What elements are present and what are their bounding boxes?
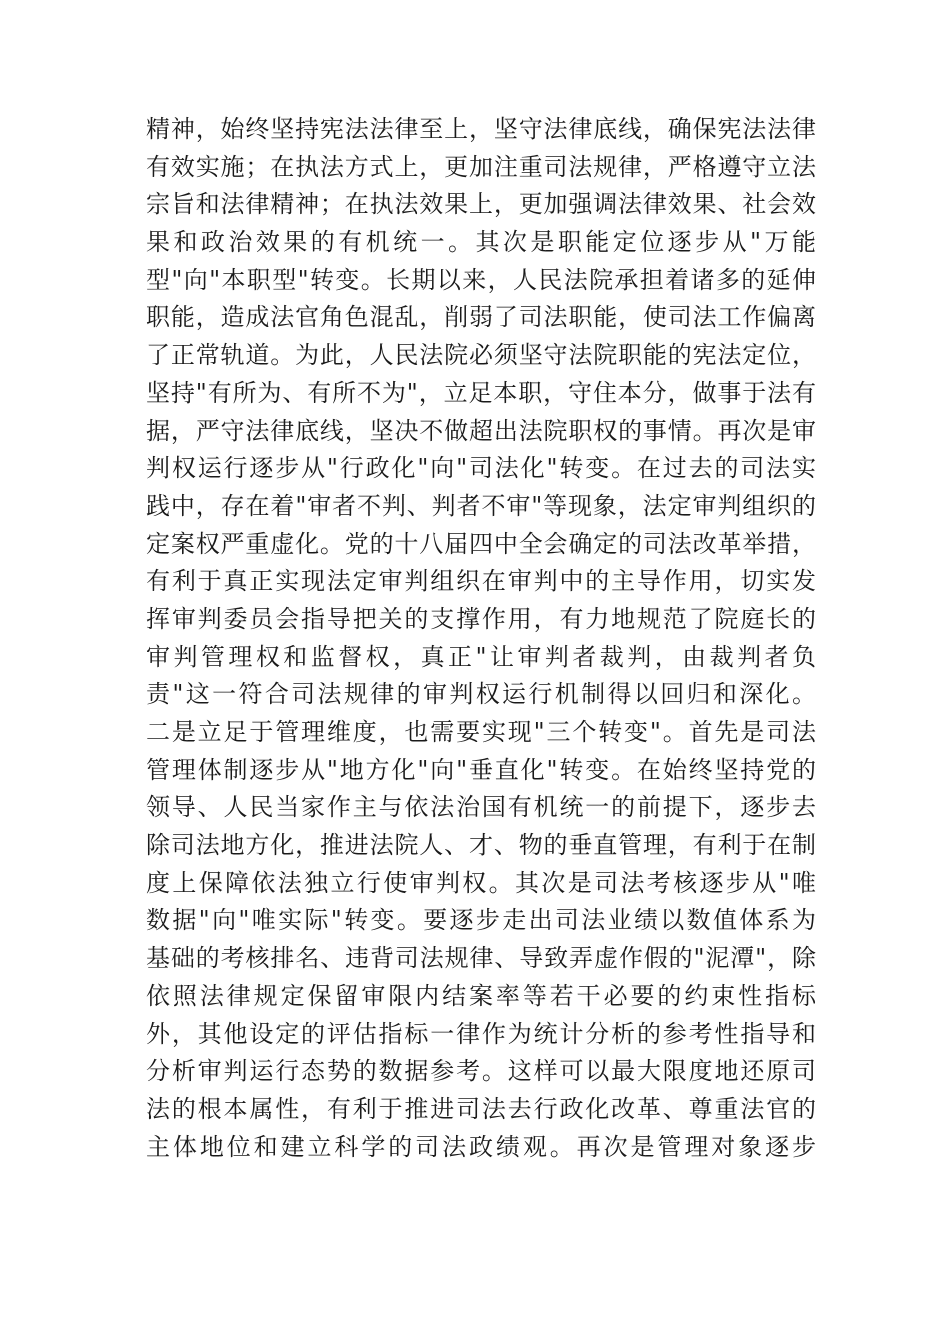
text-line: 外，其他设定的评估指标一律作为统计分析的参考性指导和	[146, 1019, 816, 1048]
text-line: 数据"向"唯实际"转变。要逐步走出司法业绩以数值体系为	[146, 906, 816, 935]
text-line: 二是立足于管理维度，也需要实现"三个转变"。首先是司法	[146, 718, 816, 746]
text-line: 坚持"有所为、有所不为"，立足本职，守住本分，做事于法有	[146, 378, 816, 407]
text-line: 有利于真正实现法定审判组织在审判中的主导作用，切实发	[146, 567, 816, 596]
text-line: 分析审判运行态势的数据参考。这样可以最大限度地还原司	[146, 1057, 816, 1086]
text-line: 领导、人民当家作主与依法治国有机统一的前提下，逐步去	[146, 793, 816, 822]
text-line: 管理体制逐步从"地方化"向"垂直化"转变。在始终坚持党的	[146, 755, 816, 784]
text-line: 责"这一符合司法规律的审判权运行机制得以回归和深化。	[146, 680, 816, 709]
body-text	[146, 111, 816, 1166]
text-line: 精神，始终坚持宪法法律至上，坚守法律底线，确保宪法法律	[146, 115, 816, 143]
text-line: 职能，造成法官角色混乱，削弱了司法职能，使司法工作偏离	[146, 303, 816, 332]
text-line: 依照法律规定保留审限内结案率等若干必要的约束性指标	[146, 981, 816, 1010]
text-line: 定案权严重虚化。党的十八届四中全会确定的司法改革举措，	[146, 529, 816, 558]
text-line: 了正常轨道。为此，人民法院必须坚守法院职能的宪法定位，	[146, 341, 816, 370]
text-line: 法的根本属性，有利于推进司法去行政化改革、尊重法官的	[146, 1094, 816, 1123]
text-line: 型"向"本职型"转变。长期以来，人民法院承担着诸多的延伸	[146, 265, 816, 294]
text-line: 有效实施；在执法方式上，更加注重司法规律，严格遵守立法	[146, 152, 816, 181]
text-line: 主体地位和建立科学的司法政绩观。再次是管理对象逐步	[146, 1132, 816, 1161]
text-line: 挥审判委员会指导把关的支撑作用，有力地规范了院庭长的	[146, 604, 816, 633]
text-line: 宗旨和法律精神；在执法效果上，更加强调法律效果、社会效	[146, 190, 816, 219]
text-line: 践中，存在着"审者不判、判者不审"等现象，法定审判组织的	[146, 491, 816, 520]
text-line: 除司法地方化，推进法院人、才、物的垂直管理，有利于在制	[146, 831, 816, 860]
text-line: 度上保障依法独立行使审判权。其次是司法考核逐步从"唯	[146, 868, 816, 897]
text-line: 据，严守法律底线，坚决不做超出法院职权的事情。再次是审	[146, 416, 816, 445]
text-line: 判权运行逐步从"行政化"向"司法化"转变。在过去的司法实	[146, 454, 816, 483]
text-line: 审判管理权和监督权，真正"让审判者裁判，由裁判者负	[146, 642, 816, 671]
text-line: 果和政治效果的有机统一。其次是职能定位逐步从"万能	[146, 228, 816, 257]
text-line: 基础的考核排名、违背司法规律、导致弄虚作假的"泥潭"，除	[146, 944, 816, 973]
